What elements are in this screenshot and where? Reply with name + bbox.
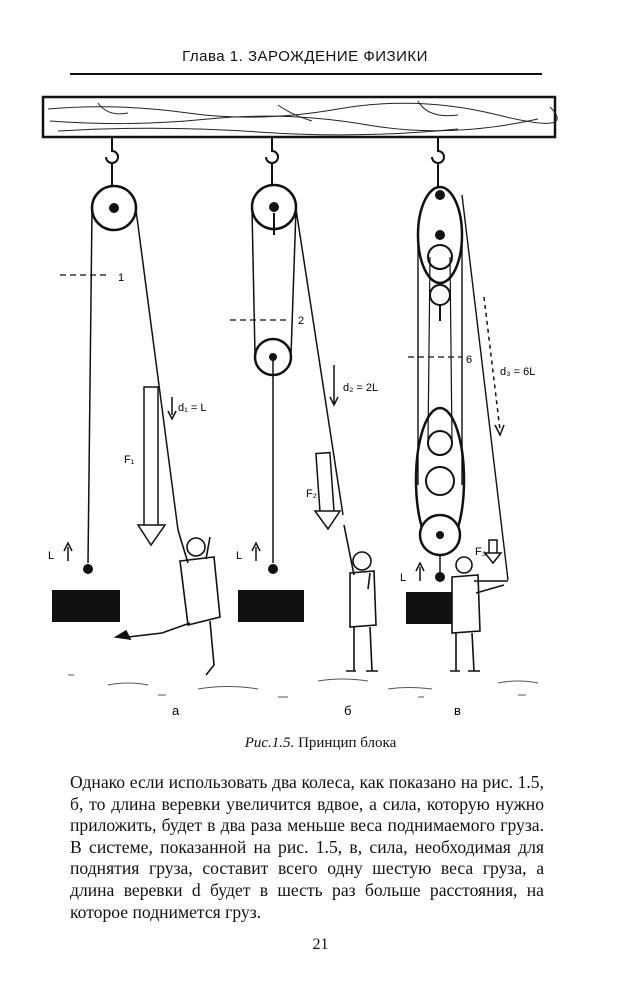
panel-c-level-label: 6 [466, 354, 473, 366]
panel-b-force-label: F₂ [306, 488, 317, 500]
panel-c [400, 137, 535, 718]
panel-b-label: б [344, 703, 352, 718]
panel-a-distance-label: d₁ = L [178, 402, 207, 414]
page-number: 21 [312, 936, 329, 953]
caption-label: Рис.1.5. [244, 735, 295, 751]
panel-a-label: а [172, 703, 180, 718]
panel-c-person [450, 557, 508, 671]
panel-b-load [238, 590, 304, 622]
panel-c-force-label: F₃ [475, 546, 487, 558]
panel-c-lift-label: L [400, 572, 407, 584]
panel-b-distance-label: d₂ = 2L [343, 382, 379, 394]
panel-a-person [116, 530, 220, 675]
header-rule [70, 73, 542, 75]
panel-b-lift-label: L [236, 550, 243, 562]
panel-a [48, 137, 220, 718]
figure-caption [0, 735, 641, 752]
panel-a-force-label: F₁ [124, 454, 135, 466]
panel-b-person [344, 525, 378, 671]
panel-a-lift-label: L [48, 550, 55, 562]
panel-c-label: в [454, 703, 461, 718]
page-header: Глава 1. ЗАРОЖДЕНИЕ ФИЗИКИ [182, 48, 428, 65]
panel-c-distance-label: d₃ = 6L [500, 366, 536, 378]
floor-texture [68, 675, 538, 697]
pulley-figure [38, 85, 578, 730]
caption-text: Принцип блока [298, 735, 397, 751]
ceiling-beam [43, 97, 557, 137]
panel-a-load [52, 590, 120, 622]
body-paragraph: Однако если использовать два колеса, как показано на рис. 1.5, б, то длина веревки увеличится вдвое, а сила, которую нужно приложить, будет в два раза меньше веса поднимаемого груза. В системе, показанной на рис. 1.5, в, сила, необходимая для поднятия груза, составит всего одну шестую веса груза, а длина веревки d будет в шесть раз больше расстояния, на которое поднимется груз. [70, 772, 544, 922]
panel-b [230, 137, 378, 718]
panel-c-load [406, 592, 456, 624]
body-text [70, 772, 544, 923]
panel-a-level-label: 1 [118, 272, 125, 284]
panel-b-level-label: 2 [298, 315, 305, 327]
